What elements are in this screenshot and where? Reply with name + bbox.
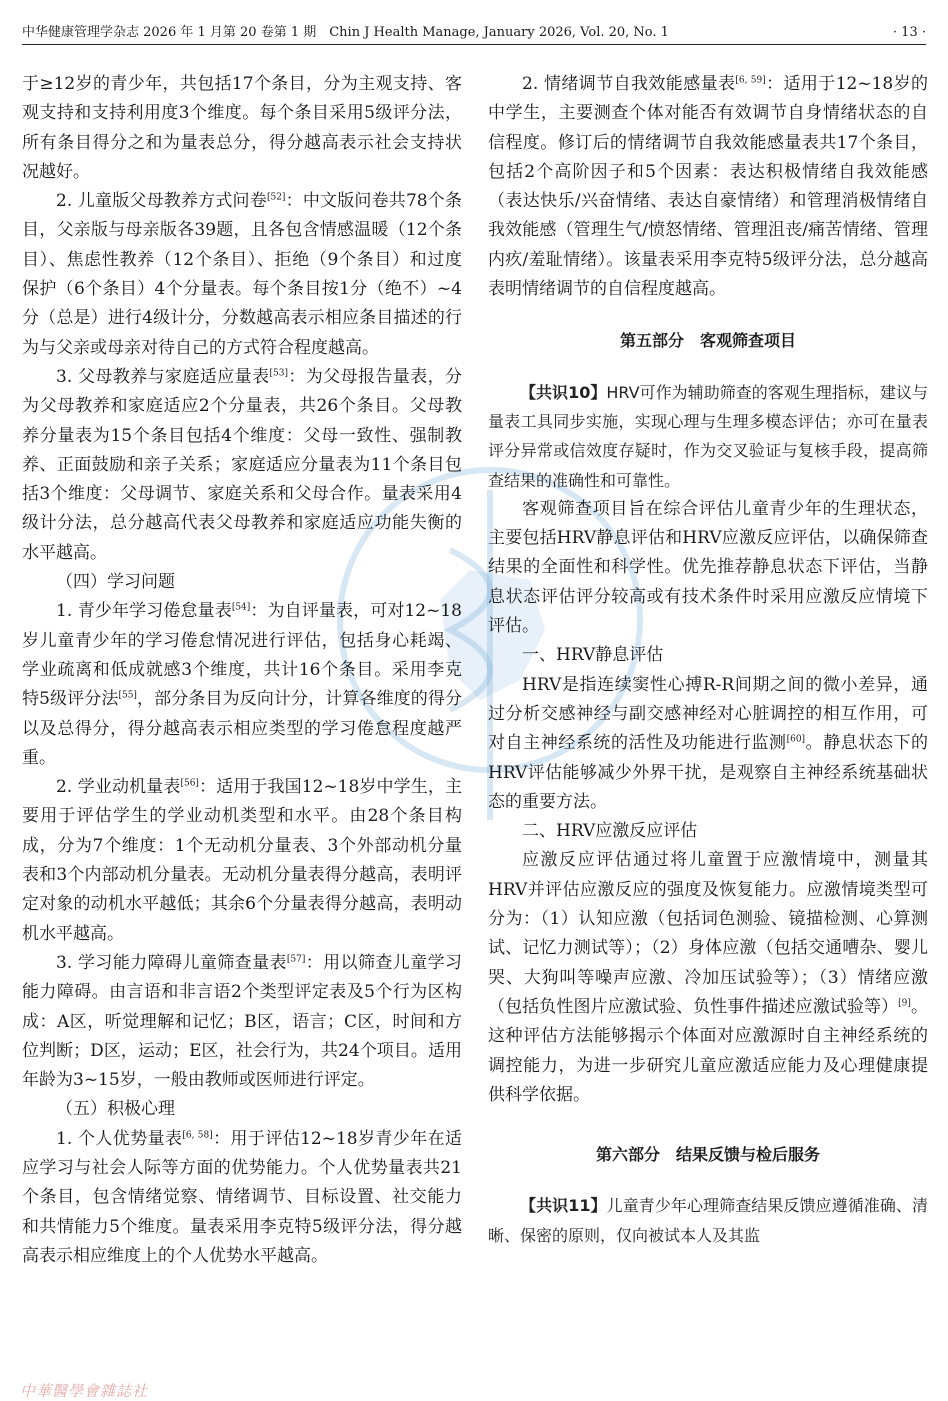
citation-ref: [6, 58]: [182, 1130, 213, 1141]
paragraph: 2. 儿童版父母教养方式问卷[52]：中文版问卷共78个条目，父亲版与母亲版各39题，且各包含情感温暖（12个条目）、焦虑性教养（12个条目）、拒绝（9个条目）和过度保护（6个条目）4个分量表。每个条目按1分（绝不）~4分（总是）进行4级计分，分数越高表示相应条目描述的行为与父亲或母亲对待自己的方式符合程度越高。: [22, 191, 463, 358]
publisher-watermark: 中華醫學會雜誌社: [20, 1382, 149, 1400]
paragraph: 1. 个人优势量表[6, 58]：用于评估12~18岁青少年在适应学习与社会人际等方面的优势能力。个人优势量表共21个条目，包含情绪觉察、情绪调节、目标设置、社交能力和共情能力5个维度。量表采用李克特5级评分法，得分越高表示相应维度上的个人优势水平越高。: [22, 1128, 462, 1266]
citation-ref: [53]: [269, 368, 288, 379]
consensus-label: 【共识11】: [520, 1196, 607, 1216]
paragraph: 客观筛查项目旨在综合评估儿童青少年的生理状态，主要包括HRV静息评估和HRV应激反应评估，以确保筛查结果的全面性和科学性。优先推荐静息状态下评估，当静息状态评估评分较高或有技术条件时采用应激反应情境下评估。: [488, 498, 928, 637]
left-column: [22, 70, 462, 1271]
citation-ref: [56]: [180, 778, 199, 789]
consensus-label: 【共识10】: [520, 382, 607, 402]
paragraph: 于≥12岁的青少年，共包括17个条目，分为主观支持、客观支持和支持利用度3个维度。每个条目采用5级评分法，所有条目得分之和为量表总分，得分越高表示社会支持状况越好。: [22, 74, 462, 182]
paragraph: 3. 学习能力障碍儿童筛查量表[57]：用以筛查儿童学习能力障碍。由言语和非言语2个类型评定表及5个行为区构成：A区，听觉理解和记忆；B区，语言；C区，时间和方位判断；D区，运动；E区，社会行为，共24个项目。适用年龄为3~15岁，一般由教师或医师进行评定。: [22, 952, 463, 1091]
page-number: · 13 ·: [892, 25, 926, 40]
running-header: [22, 22, 926, 45]
paragraph: 应激反应评估通过将儿童置于应激情境中，测量其HRV并评估应激反应的强度及恢复能力。应激情境类型可分为：（1）认知应激（包括词色测验、镜描检测、心算测试、记忆力测试等）；（2）身体应激（包括交通嘈杂、婴儿哭、大狗叫等噪声应激、冷加压试验等）；（3）情绪应激（包括负性图片应激试验、负性事件描述应激试验等）[9]。这种评估方法能够揭示个体面对应激源时自主神经系统的调控能力，为进一步研究儿童应激适应能力及心理健康提供科学依据。: [488, 850, 929, 1105]
citation-ref: [57]: [286, 954, 306, 965]
consensus-statement: 【共识11】儿童青少年心理筛查结果反馈应遵循准确、清晰、保密的原则，仅向被试本人及其监: [488, 1196, 928, 1245]
citation-ref: [55]: [118, 690, 137, 701]
journal-citation: 中华健康管理学杂志 2026 年 1 月第 20 卷第 1 期 Chin J Health Manage, January 2026, Vol. 20, No. 1: [22, 25, 669, 40]
paragraph: HRV是指连续窦性心搏R-R间期之间的微小差异，通过分析交感神经与副交感神经对心脏调控的相互作用，可对自主神经系统的活性及功能进行监测[60]。静息状态下的HRV评估能够减少外界干扰，是观察自主神经系统基础状态的重要方法。: [488, 674, 929, 812]
right-column: [488, 70, 928, 1250]
paragraph: 2. 情绪调节自我效能感量表[6, 59]：适用于12~18岁的中学生，主要测查个体对能否有效调节自身情绪状态的自信程度。修订后的情绪调节自我效能感量表共17个条目，包括2个高阶因子和5个因素：表达积极情绪自我效能感（表达快乐/兴奋情绪、表达自豪情绪）和管理消极情绪自我效能感（管理生气/愤怒情绪、管理沮丧/痛苦情绪、管理内疚/羞耻情绪）。该量表采用李克特5级评分法，总分越高表明情绪调节的自信程度越高。: [488, 74, 928, 300]
citation-ref: [6, 59]: [735, 75, 766, 86]
paragraph: 2. 学业动机量表[56]：适用于我国12~18岁中学生，主要用于评估学生的学业动机类型和水平。由28个条目构成，分为7个维度：1个无动机分量表、3个外部动机分量表和3个内部动机分量表。无动机分量表得分越高，表明评定对象的动机水平越低；其余6个分量表得分越高，表明动机水平越高。: [22, 777, 463, 944]
section-heading: 第六部分 结果反馈与检后服务: [595, 1145, 820, 1165]
citation-ref: [54]: [231, 602, 251, 613]
subsection-heading: 二、HRV应激反应评估: [522, 821, 698, 842]
paragraph: 1. 青少年学习倦怠量表[54]：为自评量表，可对12~18岁儿童青少年的学习倦怠情况进行评估，包括身心耗竭、学业疏离和低成就感3个维度，共计16个条目。采用李克特5级评分法[55]，部分条目为反向计分，计算各维度的得分以及总得分，得分越高表示相应类型的学习倦怠程度越严重。: [22, 601, 462, 768]
citation-ref: [9]: [898, 998, 911, 1009]
subsection-heading: 一、HRV静息评估: [522, 645, 664, 666]
subsection-heading: （四）学习问题: [56, 572, 175, 593]
citation-ref: [52]: [266, 192, 286, 203]
citation-ref: [60]: [786, 734, 806, 745]
subsection-heading: （五）积极心理: [56, 1099, 175, 1120]
paragraph: 3. 父母教养与家庭适应量表[53]：为父母报告量表，分为父母教养和家庭适应2个分量表，共26个条目。父母教养分量表为15个条目包括4个维度：父母一致性、强制教养、正面鼓励和亲子关系；家庭适应分量表为11个条目包括3个维度：父母调节、家庭关系和父母合作。量表采用4级计分法，总分越高代表父母教养和家庭适应功能失衡的水平越高。: [22, 366, 463, 563]
section-heading: 第五部分 客观筛查项目: [619, 331, 796, 351]
consensus-statement: 【共识10】HRV可作为辅助筛查的客观生理指标，建议与量表工具同步实施，实现心理与生理多模态评估；亦可在量表评分异常或信效度存疑时，作为交叉验证与复核手段，提高筛查结果的准确性和可靠性。: [488, 382, 928, 490]
